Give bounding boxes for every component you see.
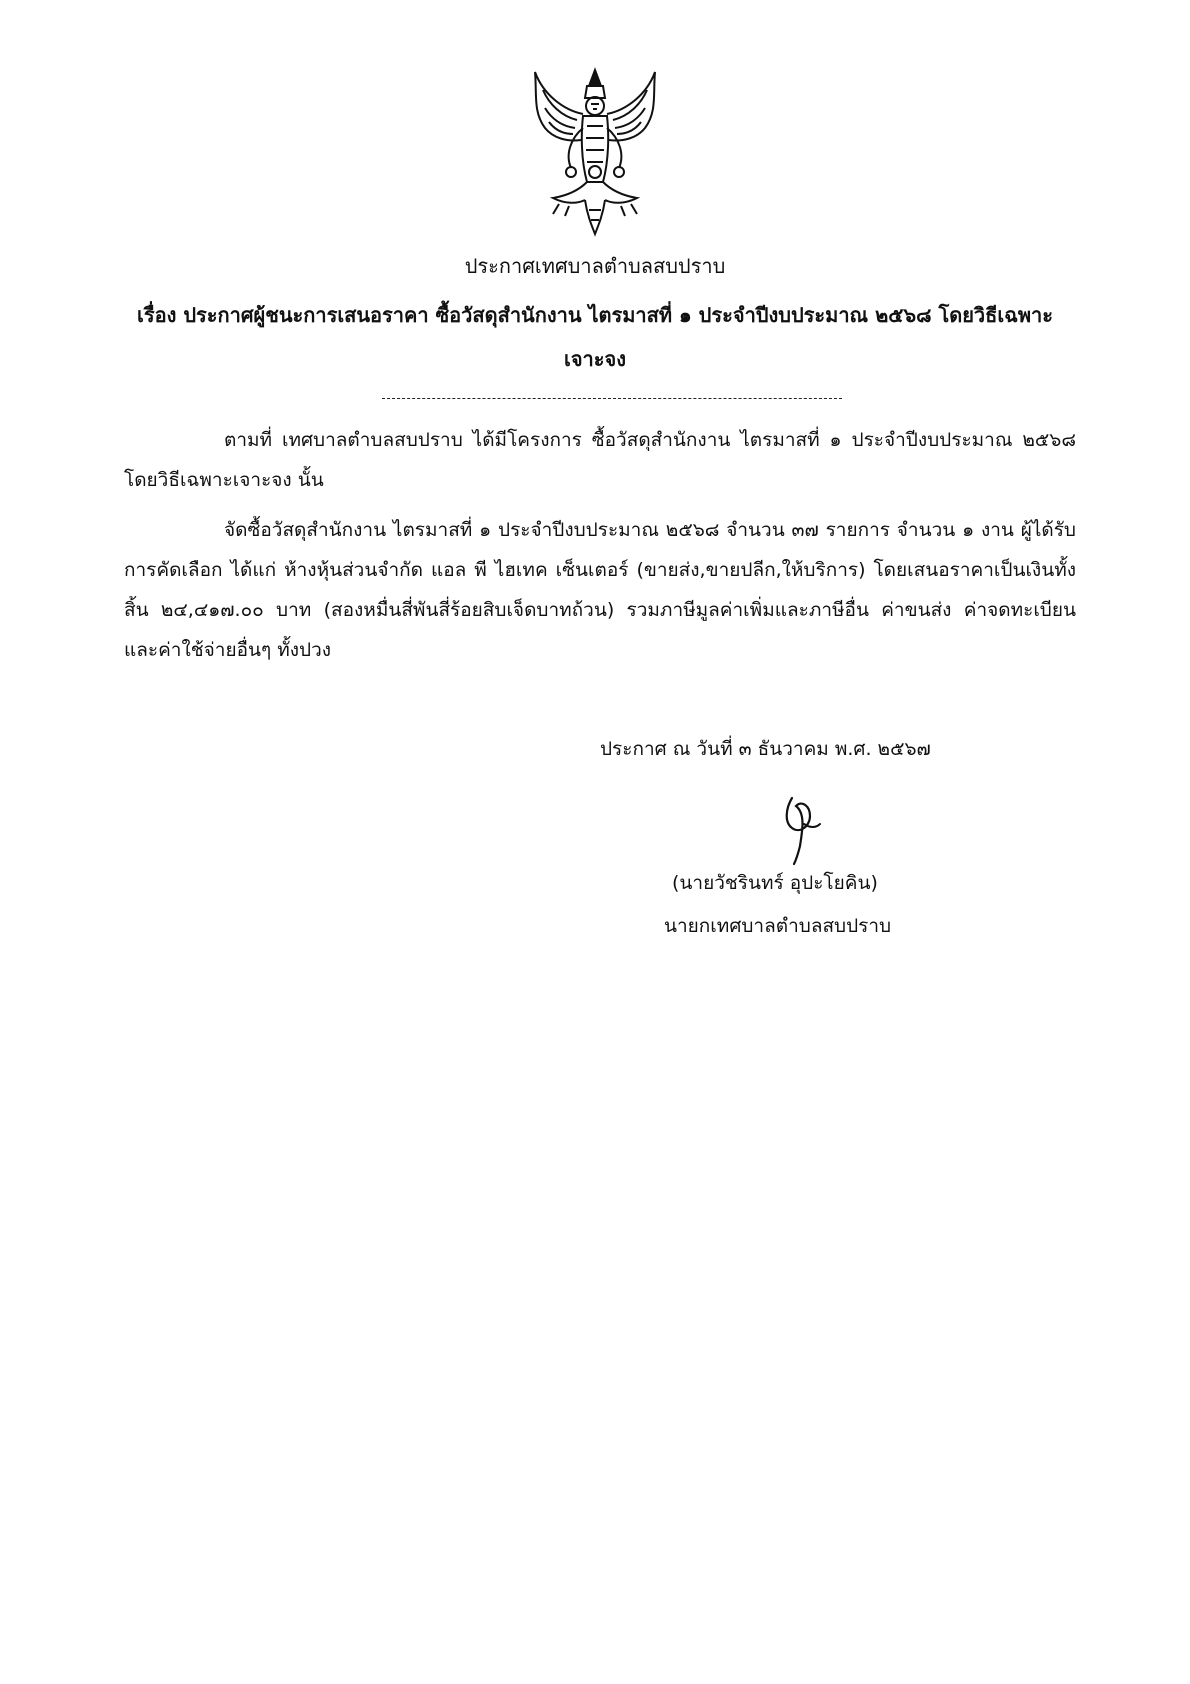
signer-title: นายกเทศบาลตำบลสบปราบ (664, 915, 892, 937)
garuda-emblem-icon (525, 64, 665, 240)
body-paragraph-2: จัดซื้อวัสดุสำนักงาน ไตรมาสที่ ๑ ประจำปีงบประมาณ ๒๕๖๘ จำนวน ๓๗ รายการ จำนวน ๑ งาน ผู้ได้รับการคัดเลือก ได้แก่ ห้างหุ้นส่วนจำกัด แอล พี ไฮเทค เซ็นเตอร์ (ขายส่ง,ขายปลีก,ให้บริการ) โดยเสนอราคาเป็นเงินทั้งสิ้น ๒๔,๔๑๗.๐๐ บาท (สองหมื่นสี่พันสี่ร้อยสิบเจ็ดบาทถ้วน) รวมภาษีมูลค่าเพิ่มและภาษีอื่น ค่าขนส่ง ค่าจดทะเบียน และค่าใช้จ่ายอื่นๆ ทั้งปวง (124, 519, 1076, 661)
announce-date: ประกาศ ณ วันที่ ๓ ธันวาคม พ.ศ. ๒๕๖๗ (600, 738, 931, 760)
signer-name: (นายวัชรินทร์ อุปะโยคิน) (672, 872, 878, 894)
handwritten-signature-icon (758, 788, 838, 868)
body-paragraph-1: ตามที่ เทศบาลตำบลสบปราบ ได้มีโครงการ ซื้อวัสดุสำนักงาน ไตรมาสที่ ๑ ประจำปีงบประมาณ ๒๕๖๘ โดยวิธีเฉพาะเจาะจง นั้น (124, 429, 1076, 491)
divider-line (382, 398, 842, 399)
announcement-header: ประกาศเทศบาลตำบลสบปราบ (464, 254, 726, 278)
announcement-subject: เรื่อง ประกาศผู้ชนะการเสนอราคา ซื้อวัสดุสำนักงาน ไตรมาสที่ ๑ ประจำปีงบประมาณ ๒๕๖๘ โดยวิธีเฉพาะเจาะจง (137, 303, 1053, 371)
